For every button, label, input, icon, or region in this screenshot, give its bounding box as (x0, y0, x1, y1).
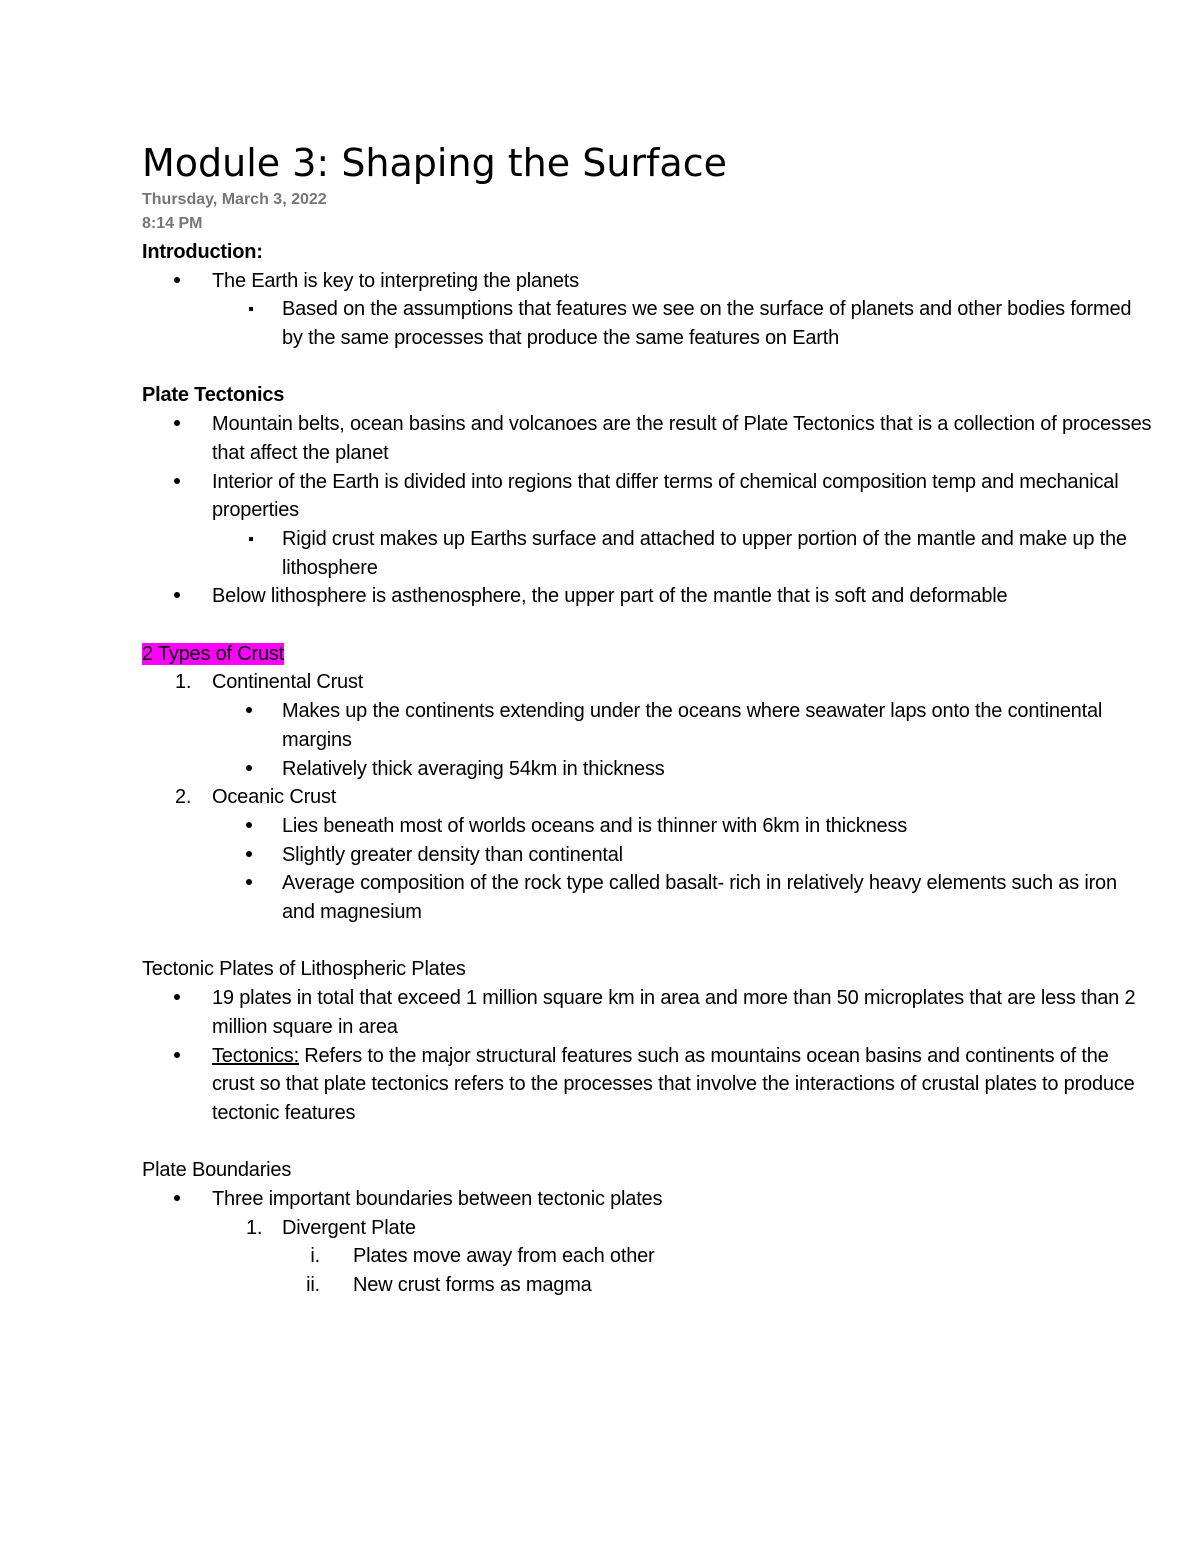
list-item: Based on the assumptions that features we see on the surface of planets and other bodies formed by the same processes that produce the same features on Earth (142, 295, 1152, 352)
bullet-icon (174, 582, 180, 598)
list-item: 2. Oceanic Crust (142, 783, 1152, 812)
list-item: Relatively thick averaging 54km in thickness (142, 755, 1152, 784)
list-item: 19 plates in total that exceed 1 million square km in area and more than 50 microplates that are less than 2 million square in area (142, 984, 1152, 1041)
list-item: Makes up the continents extending under the oceans where seawater laps onto the continental margins (142, 697, 1152, 754)
list-item: 1. Continental Crust (142, 668, 1152, 697)
spacer (142, 611, 1152, 640)
bullet-icon (174, 984, 180, 1000)
list-item: Mountain belts, ocean basins and volcanoes are the result of Plate Tectonics that is a collection of processes that affect the planet (142, 410, 1152, 467)
square-bullet-icon (249, 295, 253, 311)
bullet-icon (174, 267, 180, 283)
bullet-icon (246, 841, 252, 857)
list-item: 1. Divergent Plate (142, 1214, 1152, 1243)
bullet-icon (246, 812, 252, 828)
bullet-icon (246, 755, 252, 771)
bullet-icon (174, 1042, 180, 1058)
bullet-icon (246, 869, 252, 885)
list-item: i. Plates move away from each other (142, 1242, 1152, 1271)
list-item: Three important boundaries between tectonic plates (142, 1185, 1152, 1214)
spacer (142, 927, 1152, 956)
section-heading-plate-tectonics: Plate Tectonics (142, 384, 285, 407)
bullet-icon (174, 468, 180, 484)
list-item: ii. New crust forms as magma (142, 1271, 1152, 1300)
bullet-icon (246, 697, 252, 713)
list-number: 1. (175, 671, 192, 694)
spacer (142, 353, 1152, 382)
list-item: Average composition of the rock type called basalt- rich in relatively heavy elements such as iron and magnesium (142, 869, 1152, 926)
list-item: The Earth is key to interpreting the planets (142, 267, 1152, 296)
spacer (142, 1128, 1152, 1157)
section-heading-types-of-crust: 2 Types of Crust (142, 642, 285, 665)
section-heading-lithospheric-plates: Tectonic Plates of Lithospheric Plates (142, 958, 466, 981)
square-bullet-icon (249, 525, 253, 541)
list-roman-numeral: ii. (306, 1274, 320, 1297)
note-date: Thursday, March 3, 2022 (142, 191, 327, 208)
list-item: Below lithosphere is asthenosphere, the upper part of the mantle that is soft and deformable (142, 582, 1152, 611)
list-item: Interior of the Earth is divided into regions that differ terms of chemical composition temp and mechanical properties (142, 468, 1152, 525)
list-item: Rigid crust makes up Earths surface and attached to upper portion of the mantle and make up the lithosphere (142, 525, 1152, 582)
section-heading-introduction: Introduction: (142, 241, 263, 263)
bullet-icon (174, 1185, 180, 1201)
page-title: Module 3: Shaping the Surface (142, 141, 727, 185)
list-item: Tectonics: Refers to the major structural features such as mountains ocean basins and continents of the crust so that plate tectonics refers to the processes that involve the interactions of crustal plates to produce tectonic features (142, 1042, 1152, 1128)
bullet-icon (174, 410, 180, 426)
section-heading-plate-boundaries: Plate Boundaries (142, 1159, 292, 1182)
list-number: 2. (175, 786, 192, 809)
list-item: Lies beneath most of worlds oceans and is thinner with 6km in thickness (142, 812, 1152, 841)
note-body (142, 238, 1152, 1300)
list-roman-numeral: i. (310, 1245, 320, 1268)
note-time: 8:14 PM (142, 215, 203, 232)
list-item: Slightly greater density than continental (142, 841, 1152, 870)
term-tectonics: Tectonics: (212, 1044, 299, 1067)
list-number: 1. (246, 1216, 263, 1239)
